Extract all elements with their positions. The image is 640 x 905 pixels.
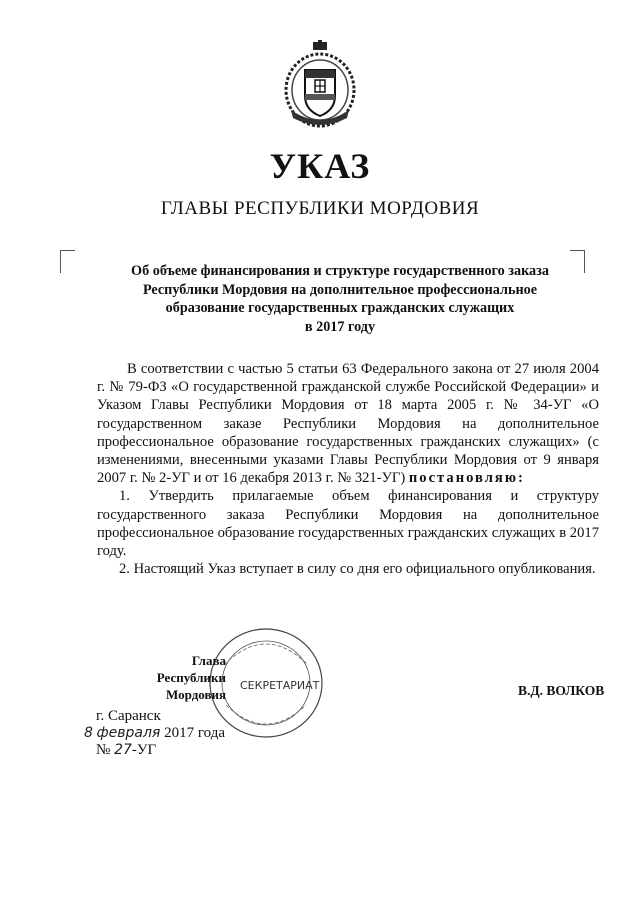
signing-place: г. Саранск: [96, 708, 161, 724]
decree-number: [96, 742, 156, 759]
heading-line: в 2017 году: [304, 318, 376, 335]
signatory-title-line: Глава: [191, 653, 226, 668]
decree-item: 1. Утвердить прилагаемые объем финансирования и структуру государственного заказа Республики Мордовия на дополнительное профессиональное образование государственных гражданских служащих в 2017 году.: [97, 488, 599, 560]
heading-line: Об объеме финансирования и структуре государственного заказа: [131, 263, 549, 279]
preamble-paragraph: [97, 360, 599, 487]
number-suffix: -УГ: [131, 742, 157, 758]
heading-line: Республики Мордовия на дополнительное профессиональное: [142, 281, 538, 298]
decree-body: [97, 360, 599, 578]
stamp-text: СЕКРЕТАРИАТ: [240, 679, 320, 692]
date-month: февраля: [96, 725, 161, 741]
coat-of-arms-emblem: [283, 40, 357, 130]
document-title: УКАЗ: [269, 146, 371, 186]
heading-line: образование государственных гражданских служащих: [165, 300, 515, 316]
decree-heading: [100, 262, 580, 336]
signatory-title: [96, 652, 226, 703]
decree-item: 2. Настоящий Указ вступает в силу со дня его официального опубликования.: [119, 561, 596, 578]
signatory-title-line: Республики Мордовия: [156, 670, 226, 702]
signatory-name: В.Д. ВОЛКОВ: [518, 683, 605, 698]
decree-word: постановляю:: [408, 470, 525, 487]
document-subtitle: ГЛАВЫ РЕСПУБЛИКИ МОРДОВИЯ: [160, 198, 480, 219]
heading-bracket-left: [60, 250, 75, 273]
date-day: 8: [84, 725, 93, 741]
date-year: 2017 года: [164, 725, 225, 741]
number-value: 27: [114, 742, 132, 758]
signing-date: [84, 725, 225, 742]
preamble-text: В соответствии с частью 5 статьи 63 Федерального закона от 27 июля 2004 г. № 79-ФЗ «О государственной гражданской службе Российской Федерации» и Указом Главы Республики Мордовия от 18 марта 2005 г. № 34-УГ «О государственном заказе Республики Мордовия на дополнительное профессиональное образование государственных гражданских служащих» (с изменениями, внесенными указами Главы Республики Мордовия от 9 января 2007 г. № 2-УГ и от 16 декабря 2013 г. № 321-УГ): [97, 361, 599, 487]
number-prefix: №: [96, 742, 111, 758]
